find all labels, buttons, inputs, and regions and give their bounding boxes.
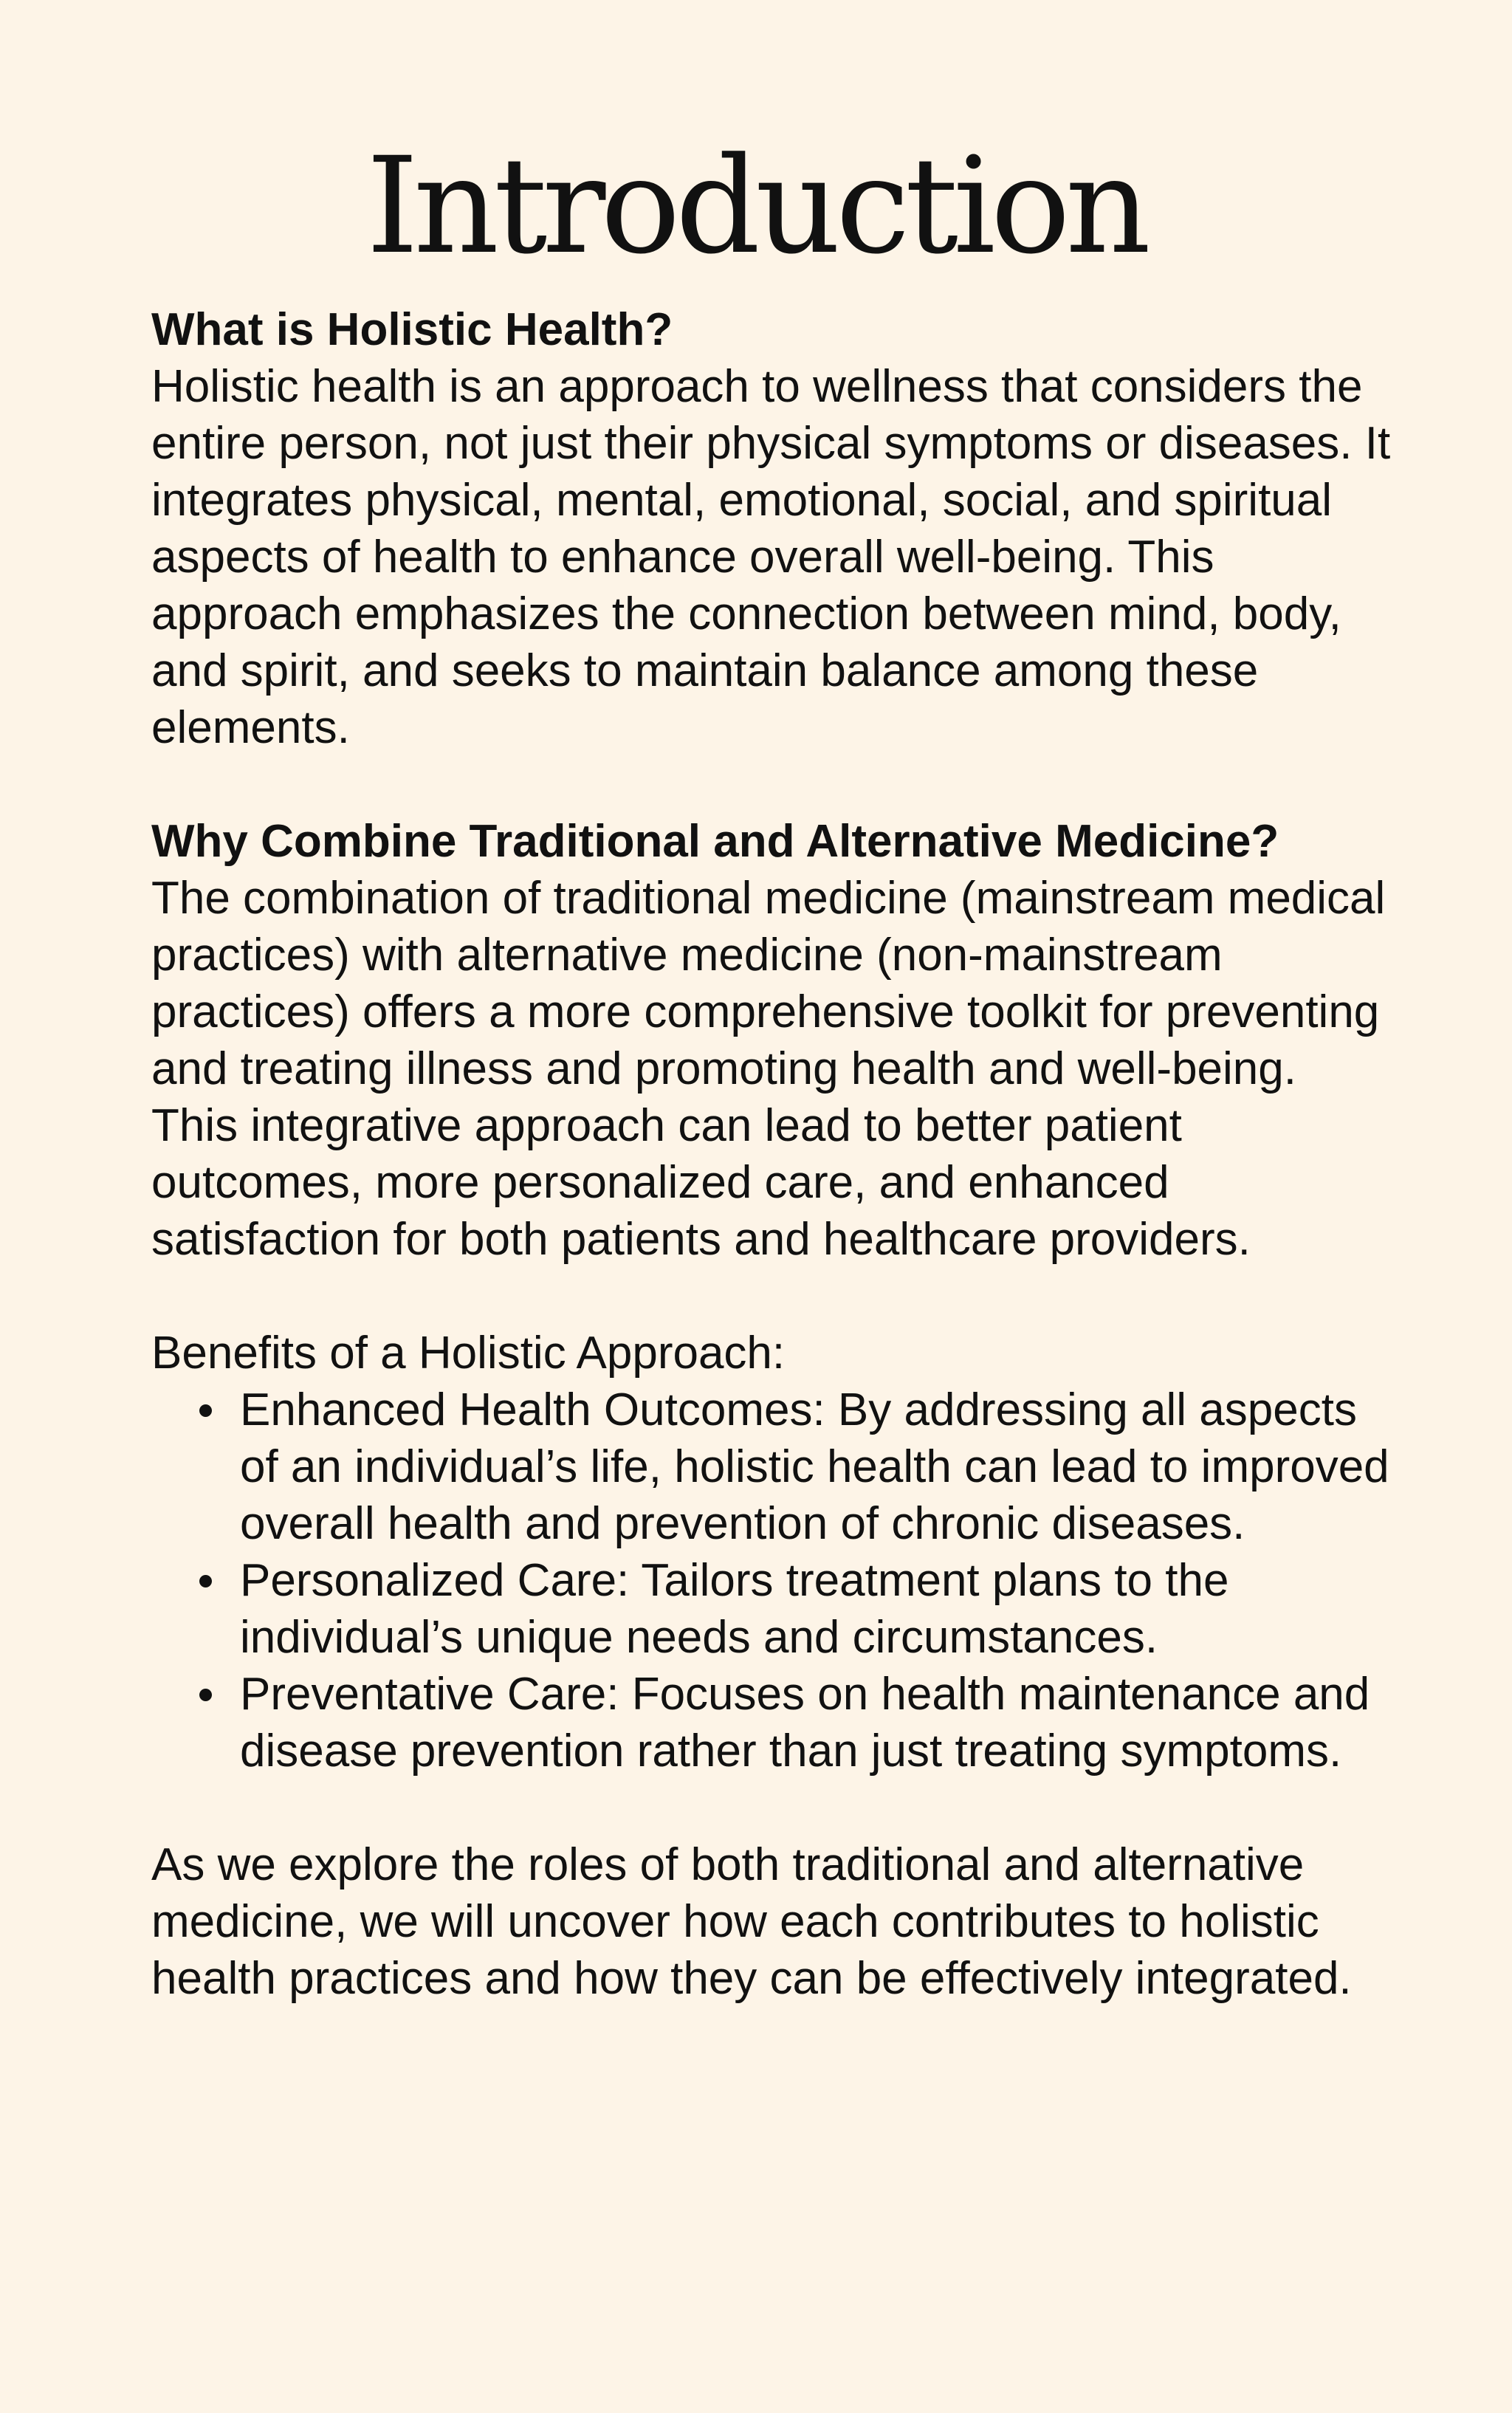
benefits-list <box>151 1381 1392 1779</box>
section-heading-holistic-health: What is Holistic Health? <box>151 304 673 355</box>
benefit-item-personalized-care: Personalized Care: Tailors treatment plans to the individual’s unique needs and circumstances. <box>240 1552 1392 1666</box>
paragraph-spacer <box>151 1268 1392 1325</box>
section-body-holistic-health: Holistic health is an approach to wellness that considers the entire person, not just their physical symptoms or diseases. It integrates physical, mental, emotional, social, and spiritual aspects of health to enhance overall well-being. This approach emphasizes the connection between mind, body, and spirit, and seeks to maintain balance among these elements. <box>151 361 1391 753</box>
benefits-label: Benefits of a Holistic Approach: <box>151 1328 786 1379</box>
closing-paragraph: As we explore the roles of both traditional and alternative medicine, we will uncover how each contributes to holistic health practices and how they can be effectively integrated. <box>151 1839 1352 2004</box>
benefit-item-enhanced-outcomes: Enhanced Health Outcomes: By addressing all aspects of an individual’s life, holistic health can lead to improved overall health and prevention of chronic diseases. <box>240 1381 1392 1552</box>
document-content <box>151 301 1392 2007</box>
section-body-combine-medicine: The combination of traditional medicine (mainstream medical practices) with alternative medicine (non-mainstream practices) offers a more comprehensive toolkit for preventing and treating illness and promoting health and well-being. This integrative approach can lead to better patient outcomes, more personalized care, and enhanced satisfaction for both patients and healthcare providers. <box>151 873 1386 1265</box>
paragraph-spacer <box>151 756 1392 813</box>
paragraph-spacer <box>151 1779 1392 1836</box>
page-title: Introduction <box>366 129 1146 284</box>
benefit-item-preventative-care: Preventative Care: Focuses on health maintenance and disease prevention rather than just treating symptoms. <box>240 1666 1392 1779</box>
section-heading-combine-medicine: Why Combine Traditional and Alternative Medicine? <box>151 816 1279 867</box>
